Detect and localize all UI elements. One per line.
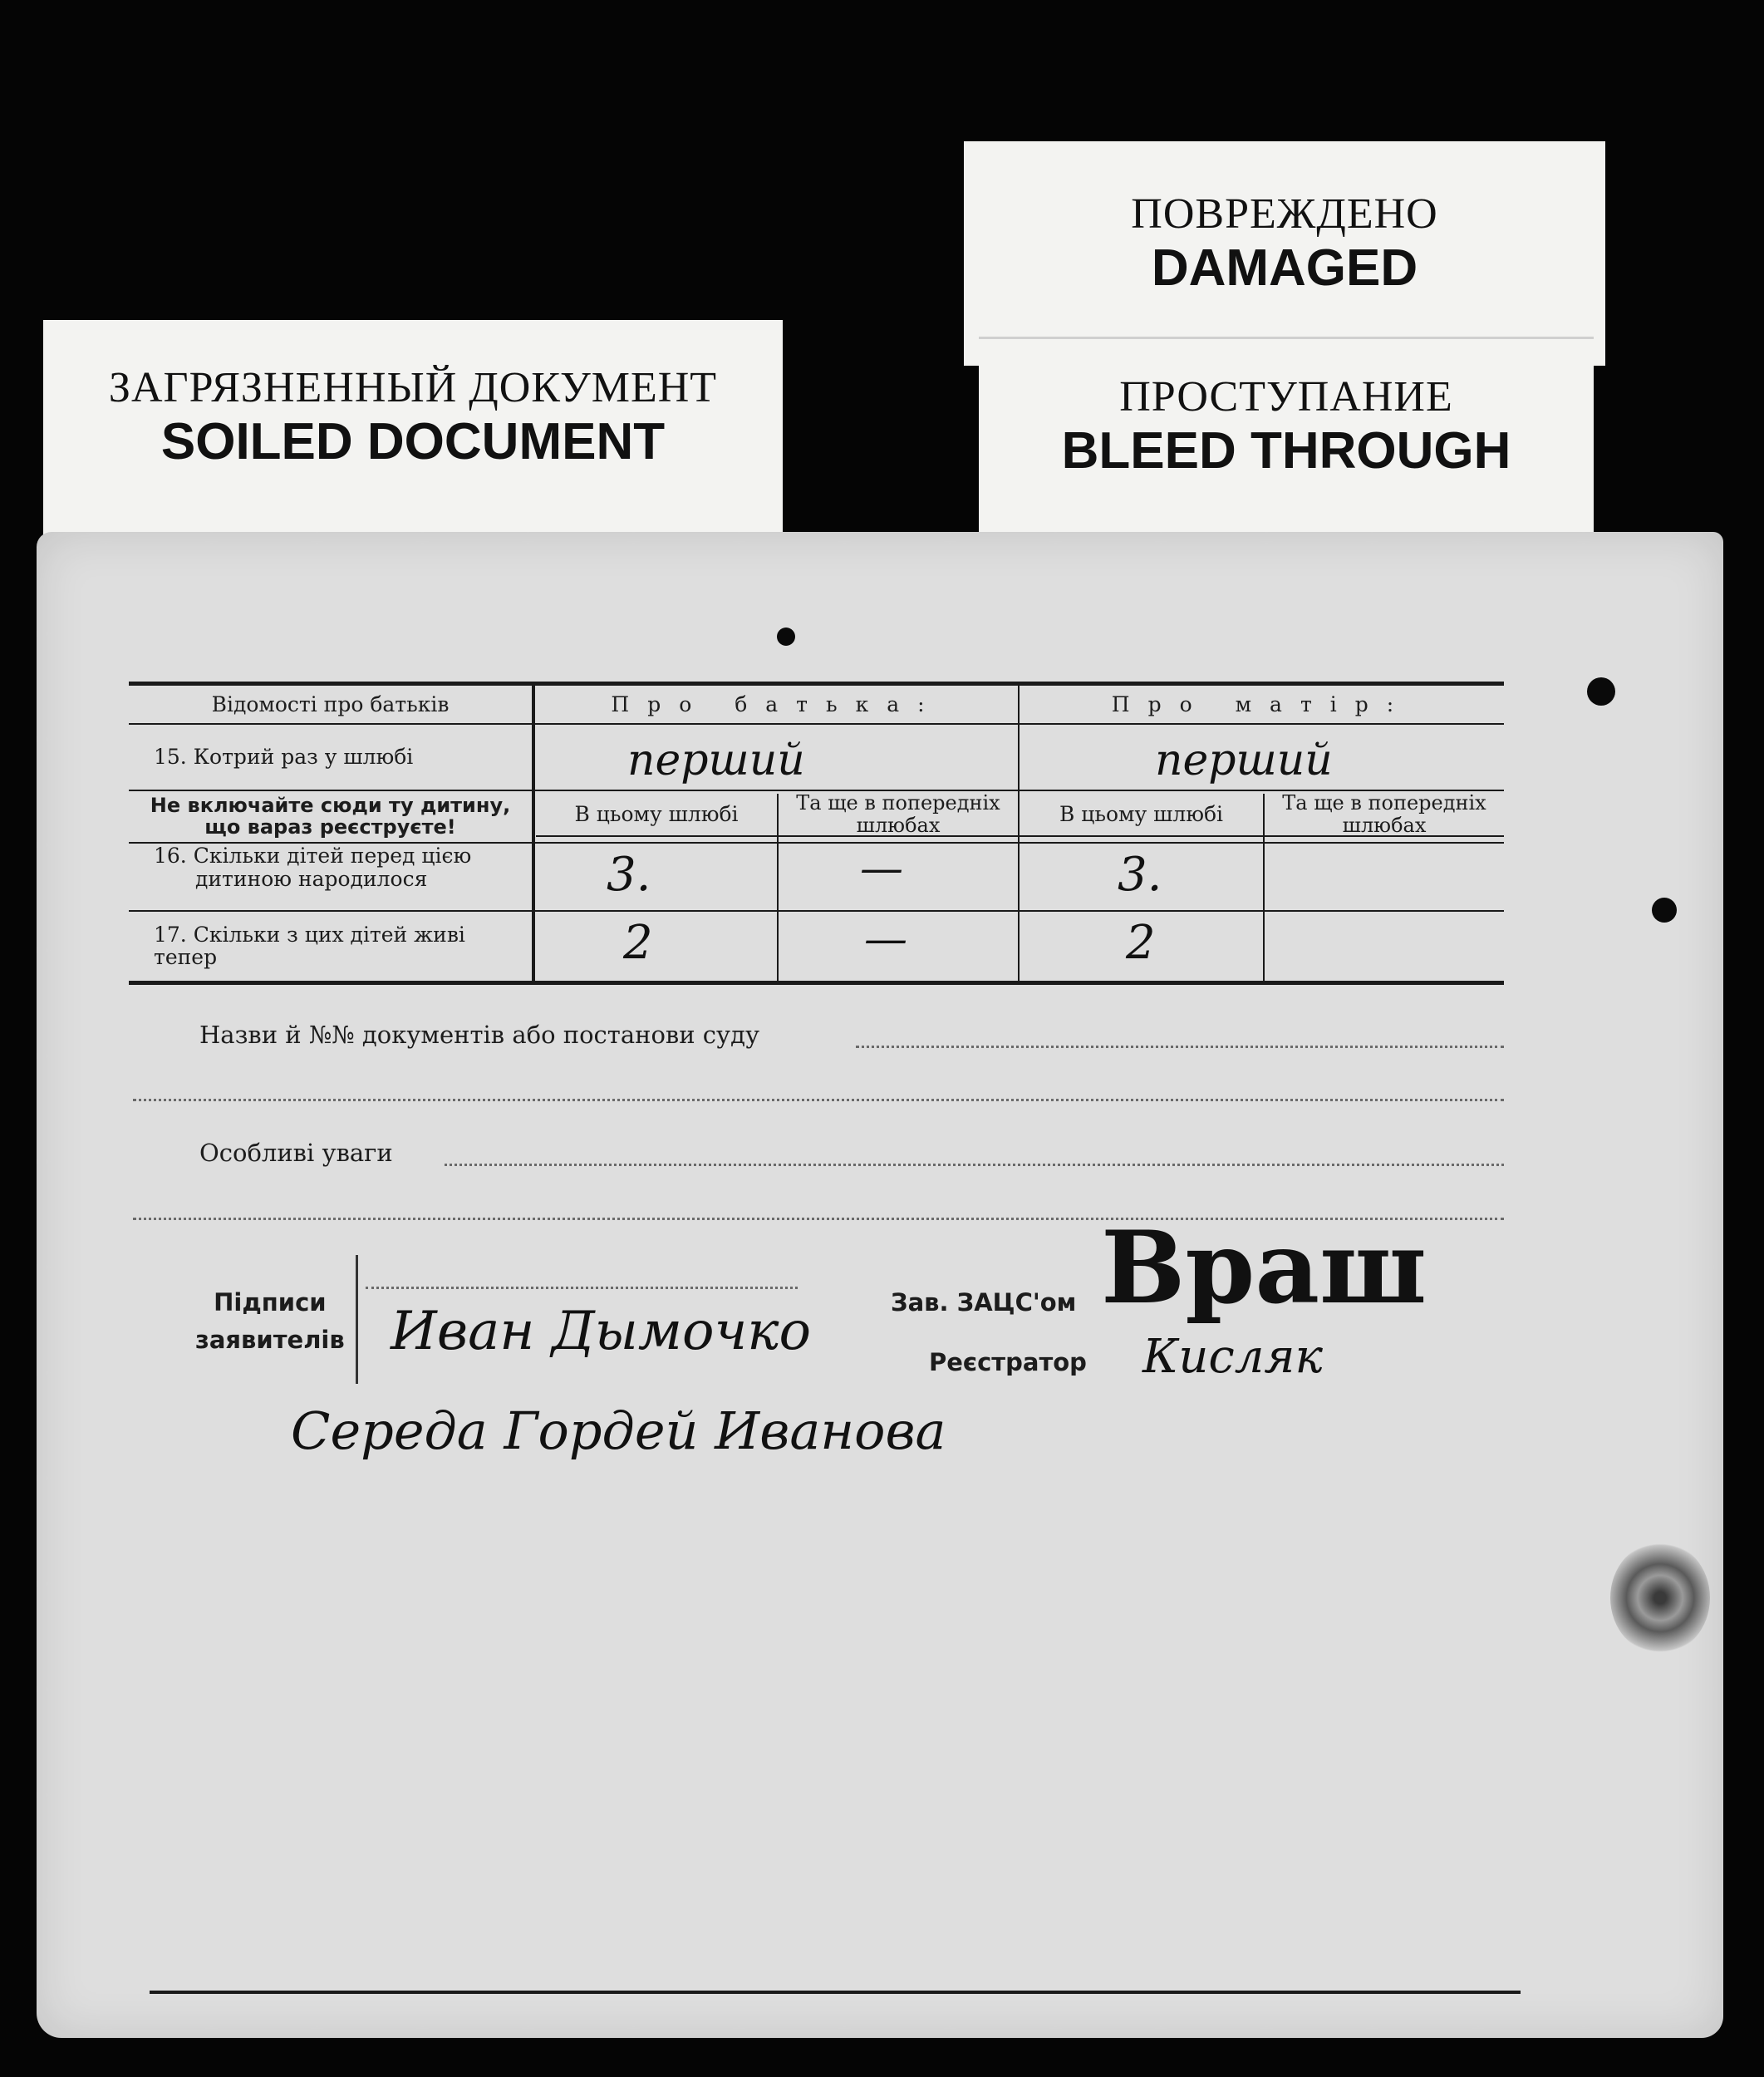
bottom-rule	[150, 1991, 1521, 1994]
head-signature: Враш	[1101, 1209, 1427, 1326]
documents-dotted-line	[856, 1046, 1504, 1048]
bleed-through-label	[979, 337, 1594, 561]
applicants-signatures-label	[195, 1284, 345, 1359]
applicant-dotted-line	[366, 1287, 798, 1289]
previous-line1: Та ще в попередніх	[1282, 791, 1486, 815]
previous-line2: шлюбах	[856, 813, 941, 837]
damaged-label-en: DAMAGED	[1151, 239, 1418, 297]
header-parents-info: Відомості про батьків	[211, 692, 450, 717]
ink-spot	[777, 628, 795, 646]
remarks-dotted-line	[445, 1164, 1504, 1166]
row16-father-this: 3.	[607, 848, 651, 902]
previous-line2: шлюбах	[1342, 813, 1427, 837]
row16-mother-this: 3.	[1118, 848, 1162, 902]
row15-mother-value: перший	[1155, 736, 1333, 785]
damaged-label-ru: ПОВРЕЖДЕНО	[1131, 190, 1438, 238]
bleed-label-en: BLEED THROUGH	[1061, 422, 1511, 480]
header-mother: Про матір:	[1111, 692, 1413, 717]
registrar-signature: Кисляк	[1142, 1330, 1323, 1384]
note-line2: що вараз реєструєте!	[204, 815, 456, 839]
applicants-line1: Підписи	[214, 1288, 327, 1317]
row17-father-prev: —	[864, 914, 907, 964]
punch-hole	[1652, 898, 1677, 923]
mother-this-marriage-header: В цьому шлюбі	[1059, 801, 1224, 826]
exclusion-note	[129, 791, 532, 841]
applicant-signature-1: Иван Дымочко	[391, 1301, 812, 1362]
row16-label-line2: дитиною народилося	[195, 866, 428, 891]
registrar-label: Реєстратор	[929, 1348, 1087, 1376]
applicant-signature-2: Середа Гордей Иванова	[291, 1400, 946, 1461]
parents-table	[129, 682, 1504, 985]
remarks-label: Особливі уваги	[199, 1139, 393, 1167]
punch-hole	[1587, 677, 1615, 706]
signature-bracket	[356, 1255, 358, 1384]
documents-dotted-line-2	[133, 1099, 1504, 1101]
row16-father-prev: —	[860, 844, 903, 893]
previous-line1: Та ще в попередніх	[796, 791, 1000, 815]
father-previous-header	[779, 791, 1018, 837]
row17-label: 17. Скільки з цих дітей живі тепер	[154, 922, 465, 969]
stain-mark	[1610, 1542, 1710, 1654]
father-this-marriage-header: В цьому шлюбі	[574, 801, 739, 826]
damaged-label	[964, 141, 1605, 366]
row17-mother-this: 2	[1126, 916, 1156, 970]
row15-father-value: перший	[627, 736, 805, 785]
header-father: Про батька:	[611, 692, 943, 717]
row16-label	[154, 844, 532, 909]
head-of-registry-label: Зав. ЗАЦС'ом	[891, 1288, 1077, 1317]
soiled-label-ru: ЗАГРЯЗНЕННЫЙ ДОКУМЕНТ	[108, 364, 718, 411]
note-line1: Не включайте сюди ту дитину,	[150, 793, 511, 817]
row16-label-line1: 16. Скільки дітей перед цією	[154, 844, 472, 868]
bleed-label-ru: ПРОСТУПАНИЕ	[1119, 373, 1453, 421]
row15-label: 15. Котрий раз у шлюбі	[154, 745, 414, 770]
mother-previous-header	[1265, 791, 1504, 837]
soiled-label-en: SOILED DOCUMENT	[160, 413, 666, 470]
applicants-line2: заявителів	[195, 1325, 345, 1354]
documents-label: Назви й №№ документів або постанови суду	[199, 1021, 760, 1049]
row17-father-this: 2	[623, 916, 653, 970]
